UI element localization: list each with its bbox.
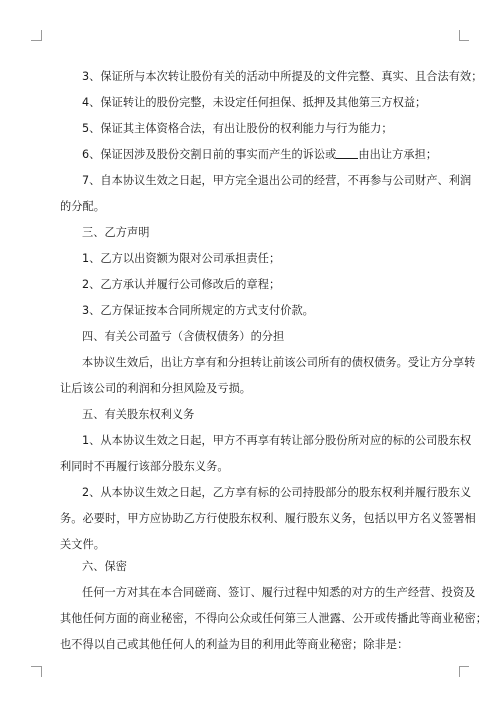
- text-line: [82, 142, 466, 168]
- fill-in-blank: [336, 146, 358, 159]
- text-line: 1、从本协议生效之日起，甲方不再享有转让部分股份所对应的标的公司股东权: [82, 434, 472, 447]
- corner-mark-top-left-v: [41, 30, 42, 41]
- text-line: 也不得以自己或其他任何人的利益为目的利用此等商业秘密；除非是：: [60, 638, 409, 651]
- confidentiality-clause: [60, 580, 488, 658]
- clause-5: [60, 116, 466, 142]
- text-line: 其他任何方面的商业秘密，不得向公众或任何第三人泄露、公开或传播此等商业秘密；: [60, 612, 488, 625]
- text-line: 任何一方对其在本合同磋商、签订、履行过程中知悉的对方的生产经营、投资及: [82, 586, 476, 599]
- heading-text: 六、保密: [82, 560, 127, 573]
- heading-text: 五、有关股东权利义务: [82, 408, 195, 421]
- corner-mark-bottom-left: [31, 666, 41, 667]
- text-line: 利同时不再履行该部分股东义务。: [60, 460, 229, 473]
- buyer-clause-2: [60, 272, 466, 298]
- text-line: 的分配。: [60, 200, 105, 213]
- section-heading-4: [60, 324, 466, 350]
- text-line: 3、乙方保证按本合同所规定的方式支付价款。: [82, 304, 314, 317]
- heading-text: 三、乙方声明: [82, 226, 150, 239]
- buyer-clause-3: [60, 298, 466, 324]
- text-line: 5、保证其主体资格合法，有出让股份的权利能力与行为能力；: [82, 122, 393, 135]
- clause-7: [60, 168, 472, 220]
- buyer-clause-1: [60, 246, 466, 272]
- corner-mark-bottom-left-v: [41, 666, 42, 677]
- text-line: 关文件。: [60, 538, 105, 551]
- corner-mark-top-right-v: [459, 30, 460, 41]
- rights-clause-2: [60, 480, 476, 558]
- corner-mark-top-left: [31, 40, 41, 41]
- heading-text: 四、有关公司盈亏（含债权债务）的分担: [82, 330, 285, 343]
- clause-6: [60, 142, 466, 168]
- clause-3: [60, 64, 483, 90]
- text-line: 3、保证所与本次转让股份有关的活动中所提及的文件完整、真实、且合法有效；: [82, 70, 483, 83]
- text-line: 2、乙方承认并履行公司修改后的章程；: [82, 278, 281, 291]
- text-line: 本协议生效后，出让方享有和分担转让前该公司所有的债权债务。受让方分享转: [82, 356, 476, 369]
- text-line: 2、从本协议生效之日起，乙方享有标的公司持股部分的股东权利并履行股东义: [82, 486, 472, 499]
- clause-4: [60, 90, 466, 116]
- section-heading-5: [60, 402, 466, 428]
- corner-mark-bottom-right: [459, 666, 469, 667]
- corner-mark-bottom-right-v: [459, 666, 460, 677]
- rights-clause-1: [60, 428, 472, 480]
- clause-6-before: 6、保证因涉及股份交割日前的事实而产生的诉讼或: [82, 148, 337, 161]
- clause-6-after: 由出让方承担；: [358, 148, 438, 161]
- text-line: 让后该公司的利润和分担风险及亏损。: [60, 382, 252, 395]
- section-heading-3: [60, 220, 466, 246]
- section-heading-6: [60, 554, 466, 580]
- corner-mark-top-right: [459, 40, 469, 41]
- profit-loss-clause: [60, 350, 476, 402]
- text-line: 务。必要时，甲方应协助乙方行使股东权利、履行股东义务，包括以甲方名义签署相: [60, 512, 476, 525]
- text-line: 1、乙方以出资额为限对公司承担责任；: [82, 252, 281, 265]
- text-line: 4、保证转让的股份完整，未设定任何担保、抵押及其他第三方权益；: [82, 96, 427, 109]
- text-line: 7、自本协议生效之日起，甲方完全退出公司的经营，不再参与公司财产、利润: [82, 174, 472, 187]
